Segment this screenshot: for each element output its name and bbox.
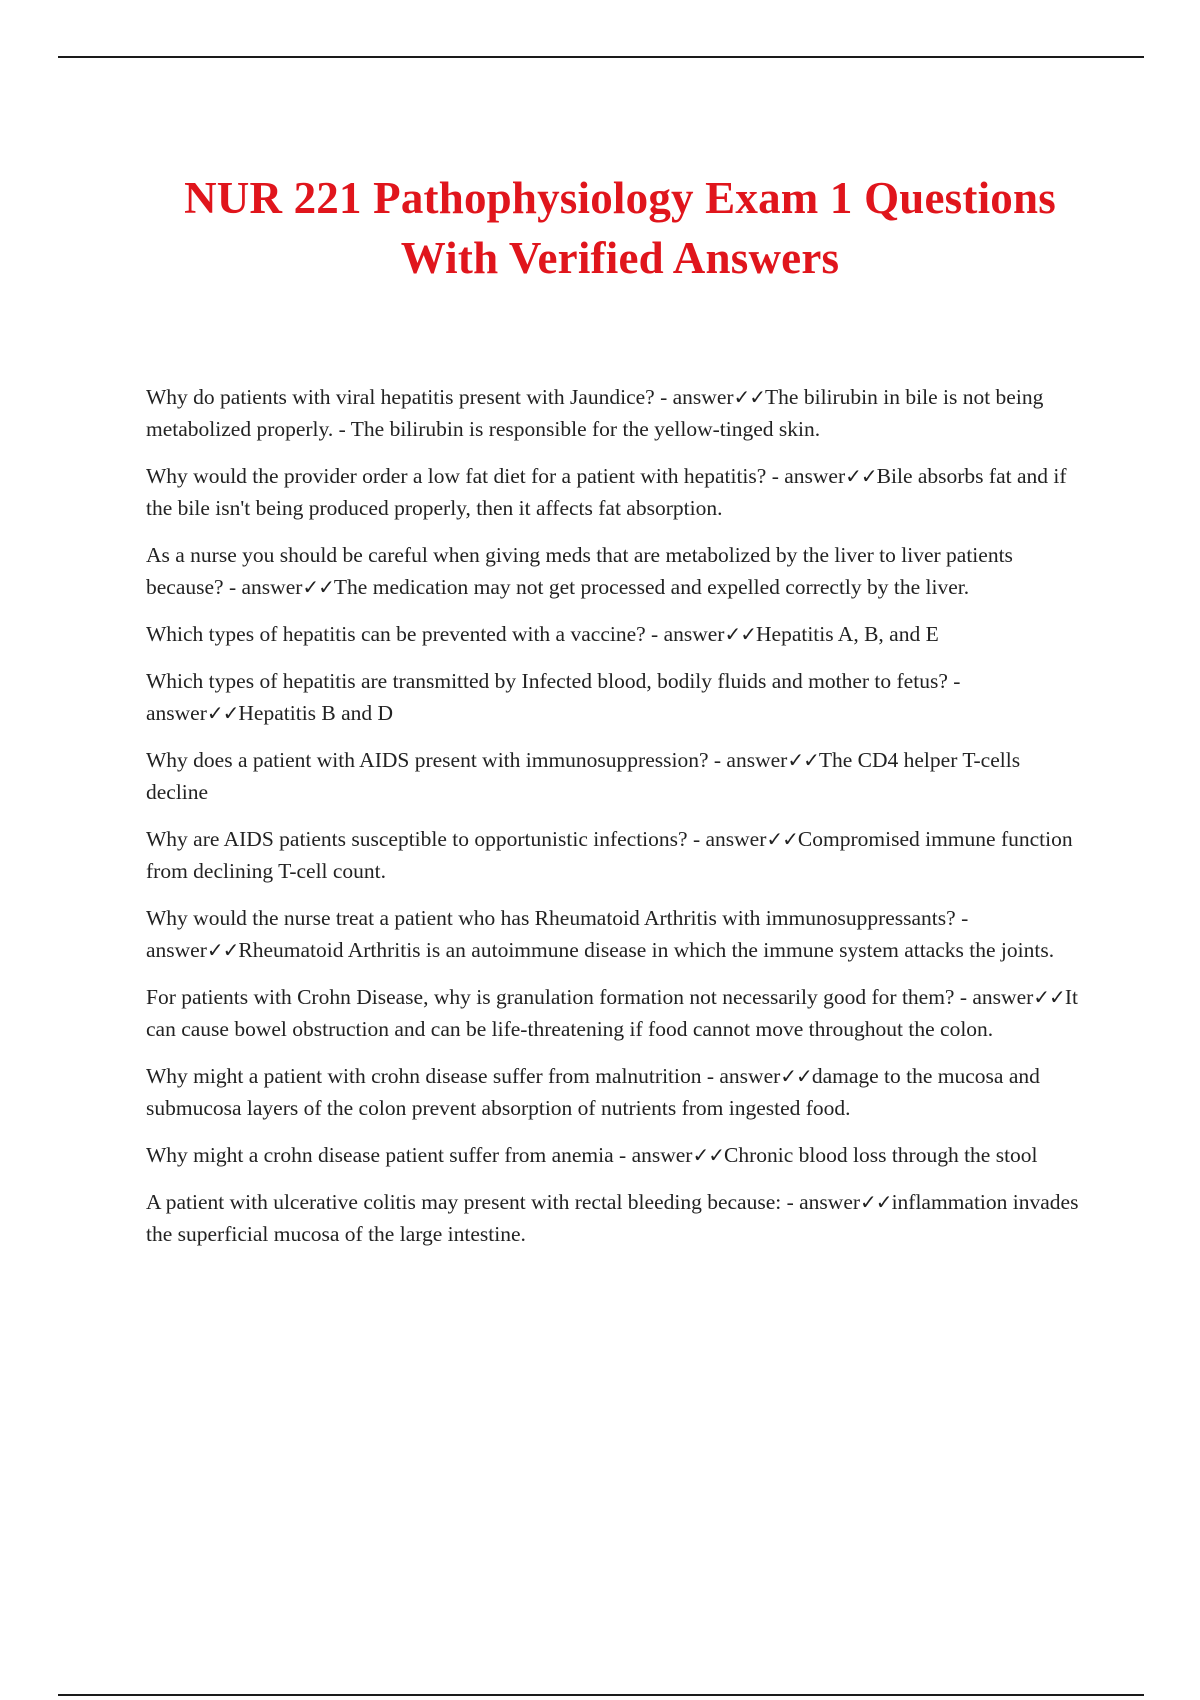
question-text: Why would the provider order a low fat diet for a patient with hepatitis? <box>146 464 767 488</box>
double-check-icon: ✓✓ <box>724 622 756 646</box>
title-line-1: NUR 221 Pathophysiology Exam 1 Questions <box>184 173 1056 223</box>
answer-text: Hepatitis A, B, and E <box>756 622 939 646</box>
double-check-icon: ✓✓ <box>206 938 239 962</box>
double-check-icon: ✓✓ <box>780 1064 812 1088</box>
qa-item <box>146 460 1082 524</box>
qa-item <box>146 381 1082 445</box>
qa-item <box>146 902 1082 966</box>
qa-item <box>146 539 1082 603</box>
qa-item <box>146 1139 1082 1171</box>
answer-label: - answer <box>954 985 1034 1009</box>
question-text: Why are AIDS patients susceptible to opportunistic infections? <box>146 827 688 851</box>
answer-label: - answer <box>613 1143 693 1167</box>
qa-item <box>146 823 1082 887</box>
question-text: Why does a patient with AIDS present with immunosuppression? <box>146 748 709 772</box>
answer-text: It can cause bowel obstruction and can be life-threatening if food cannot move throughout the colon. <box>146 985 1078 1041</box>
qa-item <box>146 618 1082 650</box>
qa-item <box>146 1186 1082 1250</box>
answer-label: - answer <box>223 575 303 599</box>
answer-text: The medication may not get processed and expelled correctly by the liver. <box>333 575 970 599</box>
answer-label: - answer <box>645 622 725 646</box>
answer-text: Rheumatoid Arthritis is an autoimmune disease in which the immune system attacks the joints. <box>238 938 1055 962</box>
answer-text: The CD4 helper T-cells decline <box>146 748 1021 804</box>
question-text: Why would the nurse treat a patient who has Rheumatoid Arthritis with immunosuppressants? <box>146 906 956 930</box>
question-text: Why do patients with viral hepatitis present with Jaundice? <box>146 385 655 409</box>
qa-list <box>146 381 1082 1265</box>
double-check-icon: ✓✓ <box>692 1143 724 1167</box>
answer-label: - answer <box>146 669 961 725</box>
answer-label: - answer <box>781 1190 861 1214</box>
answer-text: The bilirubin in bile is not being metabolized properly. - The bilirubin is responsible for the yellow-tinged skin. <box>146 385 1044 441</box>
double-check-icon: ✓✓ <box>733 385 766 409</box>
answer-text: Chronic blood loss through the stool <box>724 1143 1038 1167</box>
question-text: A patient with ulcerative colitis may present with rectal bleeding because: <box>146 1190 782 1214</box>
double-check-icon: ✓✓ <box>206 701 239 725</box>
answer-label: - answer <box>701 1064 781 1088</box>
question-text: For patients with Crohn Disease, why is granulation formation not necessarily good for them? <box>146 985 955 1009</box>
qa-item <box>146 744 1082 808</box>
qa-item <box>146 665 1082 729</box>
question-text: Why might a crohn disease patient suffer from anemia <box>146 1143 614 1167</box>
document-title <box>90 168 1150 288</box>
question-text: Which types of hepatitis are transmitted by Infected blood, bodily fluids and mother to fetus? <box>146 669 948 693</box>
answer-label: - answer <box>766 464 846 488</box>
answer-text: Compromised immune function from declining T-cell count. <box>146 827 1073 883</box>
question-text: Which types of hepatitis can be prevented with a vaccine? <box>146 622 646 646</box>
double-check-icon: ✓✓ <box>302 575 334 599</box>
footer-rule <box>58 1694 1144 1696</box>
double-check-icon: ✓✓ <box>787 748 819 772</box>
double-check-icon: ✓✓ <box>860 1190 892 1214</box>
header-rule <box>58 56 1144 58</box>
answer-label: - answer <box>654 385 734 409</box>
answer-text: damage to the mucosa and submucosa layers of the colon prevent absorption of nutrients from ingested food. <box>146 1064 1040 1120</box>
answer-text: Hepatitis B and D <box>238 701 394 725</box>
answer-text: inflammation invades the superficial mucosa of the large intestine. <box>146 1190 1079 1246</box>
qa-item <box>146 1060 1082 1124</box>
qa-item <box>146 981 1082 1045</box>
question-text: Why might a patient with crohn disease suffer from malnutrition <box>146 1064 702 1088</box>
answer-label: - answer <box>146 906 969 962</box>
question-text: As a nurse you should be careful when giving meds that are metabolized by the liver to liver patients because? <box>146 543 1013 599</box>
answer-label: - answer <box>687 827 767 851</box>
double-check-icon: ✓✓ <box>766 827 798 851</box>
answer-label: - answer <box>708 748 788 772</box>
title-line-2: With Verified Answers <box>400 233 840 283</box>
double-check-icon: ✓✓ <box>845 464 877 488</box>
double-check-icon: ✓✓ <box>1033 985 1065 1009</box>
answer-text: Bile absorbs fat and if the bile isn't being produced properly, then it affects fat absorption. <box>146 464 1067 520</box>
